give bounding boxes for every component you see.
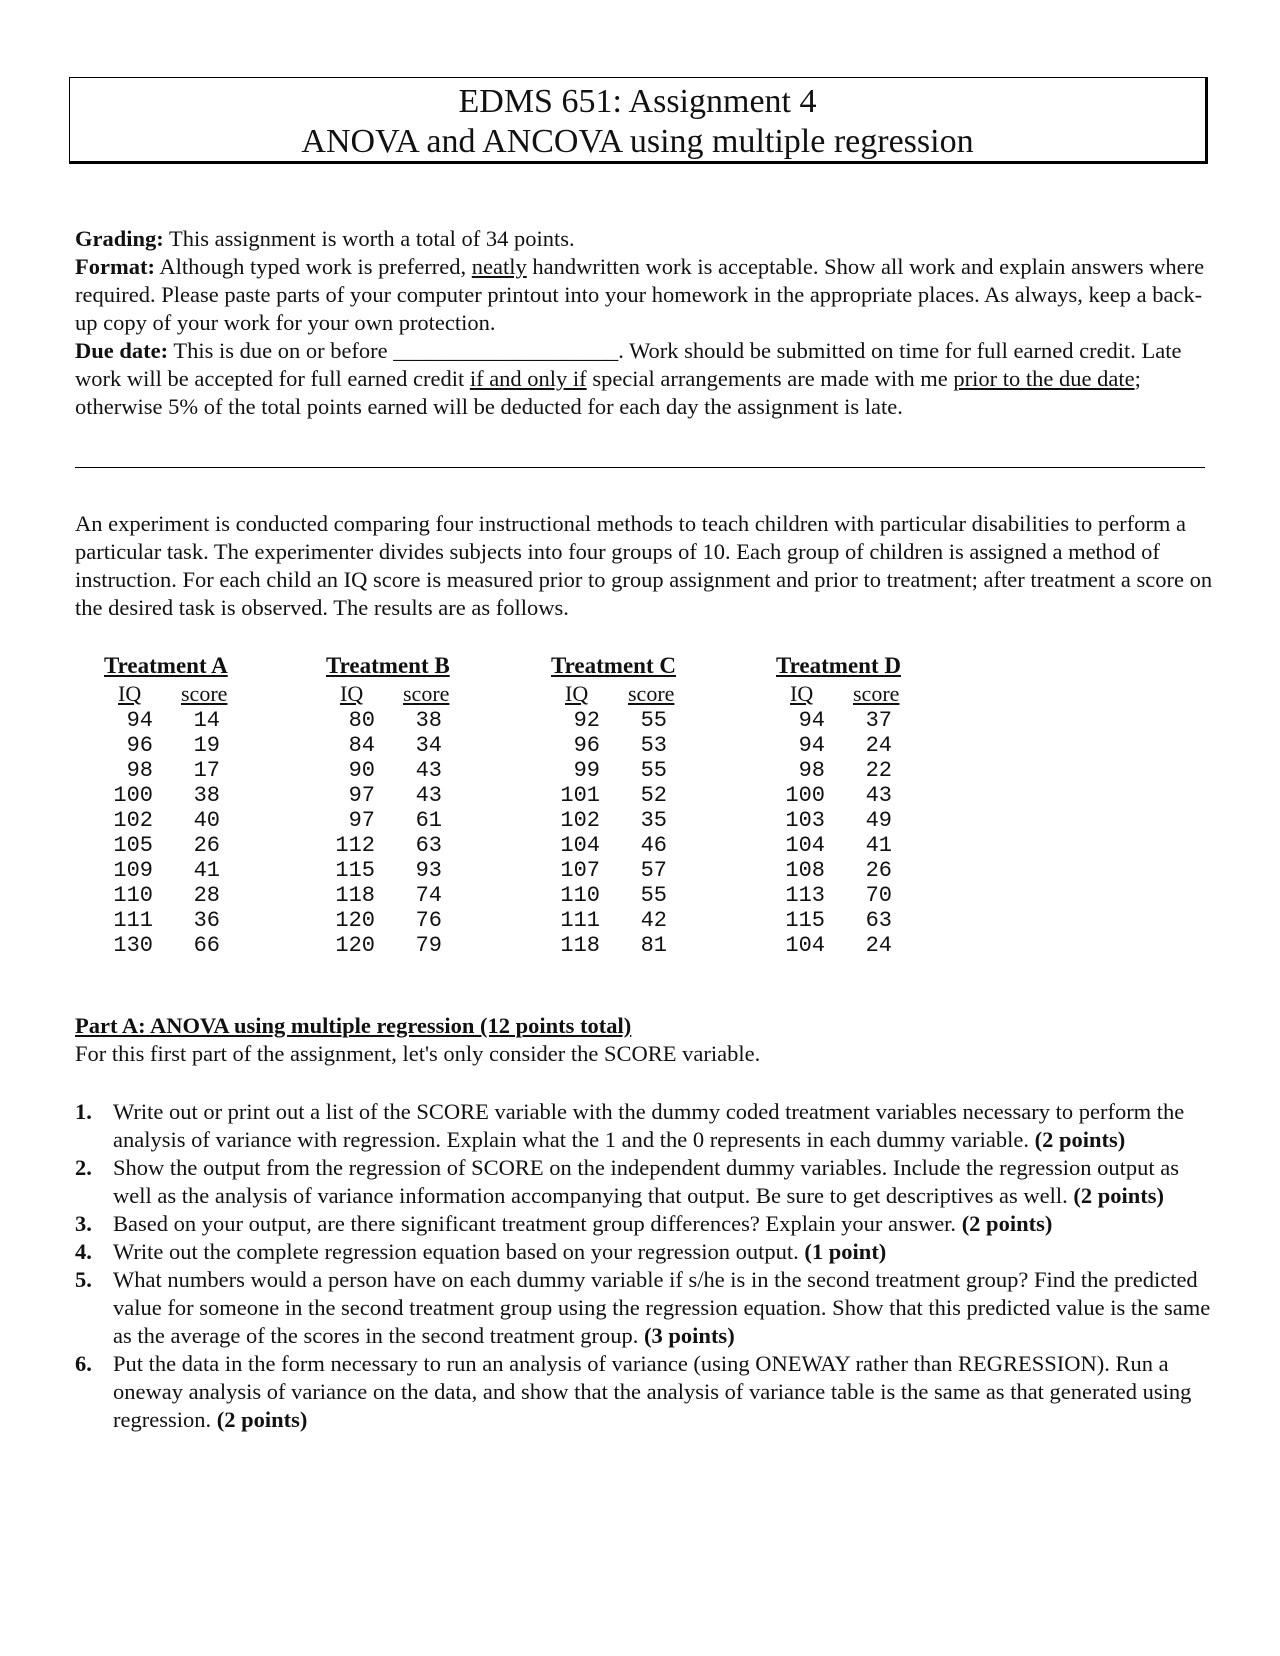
due-text-2: special arrangements are made with me — [592, 366, 948, 391]
iq-value: 103 — [785, 808, 825, 833]
question-points: (3 points) — [644, 1323, 735, 1348]
question-list — [75, 1098, 1215, 1434]
treatment-heading: Treatment C — [551, 653, 676, 678]
question-points: (2 points) — [216, 1407, 308, 1432]
iq-value: 100 — [113, 783, 153, 808]
iq-value: 96 — [126, 733, 153, 758]
table-row — [326, 733, 506, 758]
score-value: 38 — [193, 783, 220, 808]
treatment-table — [326, 652, 506, 958]
iq-value: 111 — [113, 908, 153, 933]
table-row — [551, 733, 731, 758]
question-item — [75, 1238, 1215, 1266]
score-value: 46 — [640, 833, 667, 858]
table-row — [551, 708, 731, 733]
score-value: 19 — [193, 733, 220, 758]
column-headers — [104, 680, 284, 708]
question-text: Based on your output, are there significant treatment group differences? Explain your answer. — [113, 1211, 957, 1236]
table-row — [551, 883, 731, 908]
score-value: 49 — [865, 808, 892, 833]
score-value: 55 — [640, 883, 667, 908]
question-number: 1. — [75, 1099, 92, 1124]
score-value: 66 — [193, 933, 220, 958]
iq-value: 104 — [785, 933, 825, 958]
question-item — [75, 1154, 1215, 1210]
iq-value: 118 — [335, 883, 375, 908]
iq-column-header: IQ — [118, 681, 142, 706]
table-row — [551, 783, 731, 808]
table-row — [326, 708, 506, 733]
score-value: 76 — [415, 908, 442, 933]
score-value: 24 — [865, 933, 892, 958]
table-row — [551, 833, 731, 858]
iq-value: 130 — [113, 933, 153, 958]
score-value: 63 — [865, 908, 892, 933]
score-value: 41 — [865, 833, 892, 858]
iq-value: 98 — [798, 758, 825, 783]
table-row — [776, 733, 956, 758]
score-value: 38 — [415, 708, 442, 733]
score-value: 43 — [415, 783, 442, 808]
treatment-table — [104, 652, 284, 958]
table-row — [776, 758, 956, 783]
assignment-title: EDMS 651: Assignment 4 — [458, 83, 817, 120]
table-row — [551, 808, 731, 833]
treatment-heading: Treatment A — [104, 653, 228, 678]
iq-value: 112 — [335, 833, 375, 858]
iq-value: 109 — [113, 858, 153, 883]
score-column-header: score — [628, 681, 675, 706]
iq-value: 118 — [560, 933, 600, 958]
score-column-header: score — [853, 681, 900, 706]
score-value: 26 — [193, 833, 220, 858]
assignment-subtitle: ANOVA and ANCOVA using multiple regression — [301, 123, 974, 160]
table-row — [776, 783, 956, 808]
question-item — [75, 1098, 1215, 1154]
score-value: 55 — [640, 708, 667, 733]
score-column-header: score — [403, 681, 450, 706]
iq-value: 113 — [785, 883, 825, 908]
question-text: Show the output from the regression of SCORE on the independent dummy variables. Include the regression output as well as the analysis of variance information accompanying that output. Be sure to get descriptives as well. — [113, 1155, 1180, 1208]
title-box — [69, 77, 1208, 164]
question-text: Put the data in the form necessary to run an analysis of variance (using ONEWAY rather than REGRESSION). Run a oneway analysis of variance on the data, and show that the analysis of variance table is the same as that generated using regression. — [113, 1351, 1192, 1432]
format-text-1: Although typed work is preferred, — [159, 254, 467, 279]
score-value: 40 — [193, 808, 220, 833]
question-text: What numbers would a person have on each dummy variable if s/he is in the second treatment group? Find the predicted value for someone in the second treatment group using the regression equation. Show that this predicted value is the same as the average of the scores in the second treatment group. — [113, 1267, 1211, 1348]
question-points: (1 point) — [804, 1239, 887, 1264]
iq-value: 94 — [798, 708, 825, 733]
score-value: 55 — [640, 758, 667, 783]
iq-value: 94 — [126, 708, 153, 733]
table-row — [326, 808, 506, 833]
table-row — [104, 883, 284, 908]
table-row — [104, 783, 284, 808]
score-value: 81 — [640, 933, 667, 958]
instructions — [75, 225, 1215, 421]
grading-text: This assignment is worth a total of 34 points. — [168, 226, 575, 251]
iq-value: 100 — [785, 783, 825, 808]
score-value: 24 — [865, 733, 892, 758]
table-row — [776, 858, 956, 883]
table-row — [776, 708, 956, 733]
table-row — [326, 783, 506, 808]
score-value: 42 — [640, 908, 667, 933]
score-value: 93 — [415, 858, 442, 883]
iq-value: 102 — [560, 808, 600, 833]
part-a-subtext: For this first part of the assignment, let's only consider the SCORE variable. — [75, 1041, 761, 1066]
treatment-table — [776, 652, 956, 958]
iq-value: 111 — [560, 908, 600, 933]
grading-paragraph — [75, 225, 1215, 253]
table-row — [776, 883, 956, 908]
iq-value: 107 — [560, 858, 600, 883]
iq-value: 96 — [573, 733, 600, 758]
iq-value: 101 — [560, 783, 600, 808]
score-value: 35 — [640, 808, 667, 833]
table-row — [551, 858, 731, 883]
due-text-3: ; otherwise 5% of the total points earned will be deducted for each day the assignment is late. — [75, 366, 1141, 419]
problem-statement — [75, 510, 1215, 622]
table-row — [104, 808, 284, 833]
score-column-header: score — [181, 681, 228, 706]
iq-value: 80 — [348, 708, 375, 733]
iq-value: 99 — [573, 758, 600, 783]
score-value: 61 — [415, 808, 442, 833]
score-value: 34 — [415, 733, 442, 758]
score-value: 43 — [415, 758, 442, 783]
table-row — [776, 808, 956, 833]
table-row — [776, 833, 956, 858]
score-value: 37 — [865, 708, 892, 733]
iq-value: 110 — [113, 883, 153, 908]
table-row — [776, 933, 956, 958]
due-iff: if and only if — [469, 366, 587, 391]
column-headers — [551, 680, 731, 708]
question-points: (2 points) — [961, 1211, 1053, 1236]
score-value: 57 — [640, 858, 667, 883]
table-row — [326, 933, 506, 958]
iq-value: 97 — [348, 783, 375, 808]
due-prior: prior to the due date — [953, 366, 1135, 391]
iq-value: 104 — [560, 833, 600, 858]
iq-value: 94 — [798, 733, 825, 758]
score-value: 41 — [193, 858, 220, 883]
question-number: 5. — [75, 1267, 92, 1292]
table-row — [104, 908, 284, 933]
treatment-table — [551, 652, 731, 958]
table-row — [326, 908, 506, 933]
format-text-2: handwritten work is acceptable. Show all work and explain answers where required. Please paste parts of your computer printout into your homework in the appropriate places. As always, keep a back-up copy of your work for your own protection. — [75, 254, 1205, 335]
table-row — [104, 758, 284, 783]
score-value: 43 — [865, 783, 892, 808]
score-value: 70 — [865, 883, 892, 908]
iq-value: 108 — [785, 858, 825, 883]
score-value: 22 — [865, 758, 892, 783]
column-headers — [776, 680, 956, 708]
due-date-label: Due date: — [75, 338, 169, 363]
question-number: 6. — [75, 1351, 92, 1376]
score-value: 28 — [193, 883, 220, 908]
iq-value: 115 — [335, 858, 375, 883]
question-text: Write out or print out a list of the SCORE variable with the dummy coded treatment variables necessary to perform the analysis of variance with regression. Explain what the 1 and the 0 represents in each dummy variable. — [113, 1099, 1185, 1152]
divider-line — [75, 467, 1205, 468]
grading-label: Grading: — [75, 226, 164, 251]
iq-value: 97 — [348, 808, 375, 833]
format-paragraph — [75, 253, 1215, 337]
due-text-1: This is due on or before ____________________. Work should be submitted on time for full earned credit. Late work will be accepted for full earned credit — [75, 338, 1182, 391]
iq-value: 120 — [335, 908, 375, 933]
iq-column-header: IQ — [790, 681, 814, 706]
treatment-heading: Treatment B — [326, 653, 450, 678]
question-item — [75, 1266, 1215, 1350]
iq-value: 98 — [126, 758, 153, 783]
part-a-heading: Part A: ANOVA using multiple regression (12 points total) — [75, 1013, 632, 1038]
table-row — [326, 833, 506, 858]
iq-value: 115 — [785, 908, 825, 933]
iq-value: 105 — [113, 833, 153, 858]
iq-value: 120 — [335, 933, 375, 958]
iq-column-header: IQ — [565, 681, 589, 706]
question-item — [75, 1210, 1215, 1238]
table-row — [104, 933, 284, 958]
table-row — [551, 908, 731, 933]
question-item — [75, 1350, 1215, 1434]
problem-text: An experiment is conducted comparing four instructional methods to teach children with particular disabilities to perform a particular task. The experimenter divides subjects into four groups of 10. Each group of children is assigned a method of instruction. For each child an IQ score is measured prior to group assignment and prior to treatment; after treatment a score on the desired task is observed. The results are as follows. — [75, 511, 1213, 620]
table-row — [104, 833, 284, 858]
question-points: (2 points) — [1073, 1183, 1164, 1208]
score-value: 36 — [193, 908, 220, 933]
question-points: (2 points) — [1034, 1127, 1126, 1152]
score-value: 14 — [193, 708, 220, 733]
table-row — [551, 933, 731, 958]
part-a — [75, 1012, 1215, 1068]
due-date-paragraph — [75, 337, 1215, 421]
table-row — [551, 758, 731, 783]
iq-value: 84 — [348, 733, 375, 758]
treatment-heading: Treatment D — [776, 653, 901, 678]
iq-column-header: IQ — [340, 681, 364, 706]
table-row — [326, 883, 506, 908]
table-row — [104, 733, 284, 758]
question-text: Write out the complete regression equation based on your regression output. — [113, 1239, 799, 1264]
score-value: 79 — [415, 933, 442, 958]
table-row — [326, 858, 506, 883]
iq-value: 90 — [348, 758, 375, 783]
column-headers — [326, 680, 506, 708]
table-row — [104, 708, 284, 733]
score-value: 74 — [415, 883, 442, 908]
format-neatly: neatly — [471, 254, 527, 279]
table-row — [104, 858, 284, 883]
table-row — [326, 758, 506, 783]
iq-value: 110 — [560, 883, 600, 908]
question-number: 3. — [75, 1211, 92, 1236]
iq-value: 102 — [113, 808, 153, 833]
score-value: 17 — [193, 758, 220, 783]
score-value: 52 — [640, 783, 667, 808]
score-value: 63 — [415, 833, 442, 858]
table-row — [776, 908, 956, 933]
score-value: 26 — [865, 858, 892, 883]
question-number: 2. — [75, 1155, 92, 1180]
iq-value: 104 — [785, 833, 825, 858]
iq-value: 92 — [573, 708, 600, 733]
question-number: 4. — [75, 1239, 92, 1264]
score-value: 53 — [640, 733, 667, 758]
format-label: Format: — [75, 254, 155, 279]
